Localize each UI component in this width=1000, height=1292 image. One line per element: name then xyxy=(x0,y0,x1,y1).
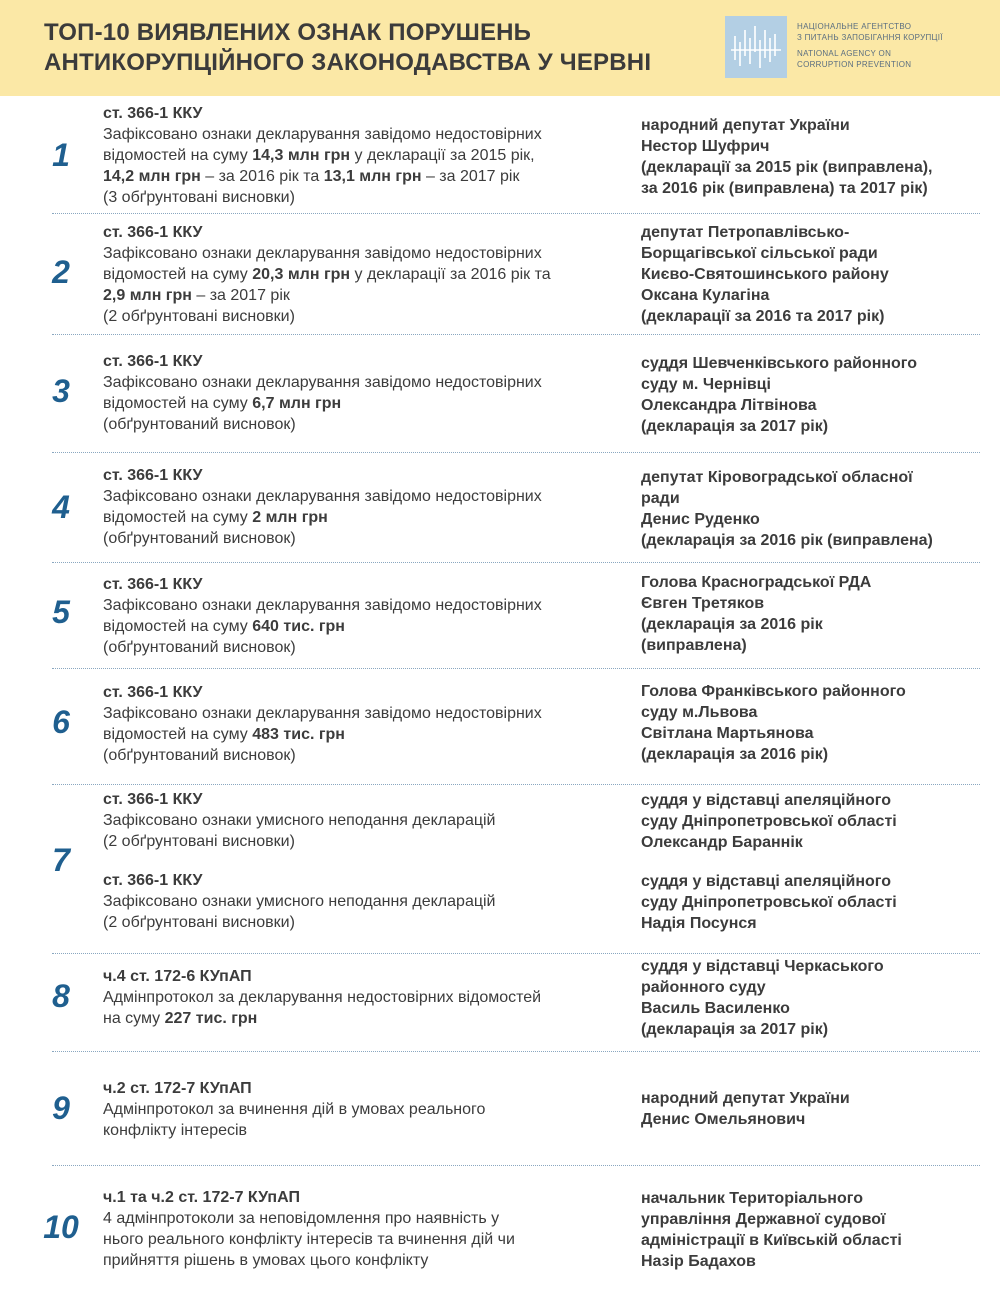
description-text: нього реального конфлікту інтересів та вчинення дій чи xyxy=(103,1231,515,1248)
row-divider xyxy=(52,1051,980,1052)
description-text: відомостей на суму xyxy=(103,618,253,635)
violation-description xyxy=(103,1187,633,1271)
official-line: (декларації за 2015 рік (виправлена), xyxy=(641,159,933,176)
row-divider xyxy=(52,953,980,954)
description-line xyxy=(103,507,633,528)
description-text: прийняття рішень в умовах цього конфлікту xyxy=(103,1252,429,1269)
description-line xyxy=(103,703,633,724)
official-line: управління Державної судової xyxy=(641,1211,886,1228)
official-line: (декларація за 2016 рік xyxy=(641,616,823,633)
description-text: відомостей на суму xyxy=(103,509,253,526)
description-text: конфлікту інтересів xyxy=(103,1122,248,1139)
description-text: (2 обґрунтовані висновки) xyxy=(103,308,295,325)
description-text: (2 обґрунтовані висновки) xyxy=(103,833,295,850)
description-line xyxy=(103,285,633,306)
violation-description xyxy=(103,870,633,933)
official-line: Нестор Шуфрич xyxy=(641,138,770,155)
description-line xyxy=(103,724,633,745)
description-line xyxy=(103,987,633,1008)
description-text: Зафіксовано ознаки умисного неподання декларацій xyxy=(103,812,496,829)
description-text: – за 2017 рік xyxy=(421,168,520,185)
amount-highlight: 14,2 млн грн xyxy=(103,168,201,185)
description-line xyxy=(103,528,633,549)
official-line: (декларація за 2016 рік) xyxy=(641,746,829,763)
description-text: – за 2017 рік xyxy=(191,287,290,304)
official-line: суду Дніпропетровської області xyxy=(641,894,897,911)
description-line xyxy=(103,595,633,616)
official-line: суддя Шевченківського районного xyxy=(641,355,918,372)
official-info xyxy=(641,871,981,934)
official-line: народний депутат України xyxy=(641,117,850,134)
description-text: (обґрунтований висновок) xyxy=(103,530,296,547)
title-line-1: ТОП-10 ВИЯВЛЕНИХ ОЗНАК ПОРУШЕНЬ xyxy=(44,19,532,46)
official-line: начальник Територіального xyxy=(641,1190,863,1207)
row-number: 1 xyxy=(52,137,70,173)
description-line xyxy=(103,891,633,912)
official-line: депутат Кіровоградської обласної xyxy=(641,469,913,486)
description-line xyxy=(103,831,633,852)
row-divider xyxy=(52,784,980,785)
description-line xyxy=(103,145,633,166)
description-text: у декларації за 2015 рік, xyxy=(350,147,535,164)
row-number: 10 xyxy=(43,1209,79,1245)
official-line: Олександра Літвінова xyxy=(641,397,817,414)
description-line xyxy=(103,264,633,285)
description-line xyxy=(103,912,633,933)
official-line: суду Дніпропетровської області xyxy=(641,813,897,830)
row-number: 2 xyxy=(52,254,70,290)
description-text: відомостей на суму xyxy=(103,147,253,164)
official-line: (декларації за 2016 та 2017 рік) xyxy=(641,308,885,325)
official-line: суддя у відставці апеляційного xyxy=(641,792,891,809)
official-info xyxy=(641,1188,981,1272)
row-divider xyxy=(52,562,980,563)
official-info xyxy=(641,353,981,437)
description-line xyxy=(103,306,633,327)
amount-highlight: 14,3 млн грн xyxy=(252,147,351,164)
official-info xyxy=(641,956,981,1040)
official-line: Василь Василенко xyxy=(641,1000,790,1017)
page-title xyxy=(44,18,651,78)
article-reference: ст. 366-1 ККУ xyxy=(103,576,203,593)
official-line: ради xyxy=(641,490,680,507)
official-line: (декларація за 2017 рік) xyxy=(641,418,829,435)
description-line xyxy=(103,1250,633,1271)
article-reference: ст. 366-1 ККУ xyxy=(103,872,203,889)
header-banner xyxy=(0,0,1000,96)
description-line xyxy=(103,1120,633,1141)
official-line: районного суду xyxy=(641,979,766,996)
article-reference: ч.2 ст. 172-7 КУпАП xyxy=(103,1080,252,1097)
description-line xyxy=(103,1099,633,1120)
amount-highlight: 640 тис. грн xyxy=(252,618,345,635)
official-info xyxy=(641,1088,981,1130)
row-number: 6 xyxy=(52,704,70,740)
violation-description xyxy=(103,103,633,208)
title-line-2: АНТИКОРУПЦІЙНОГО ЗАКОНОДАВСТВА У ЧЕРВНІ xyxy=(44,49,652,76)
description-text: на суму xyxy=(103,1010,165,1027)
official-line: (декларація за 2017 рік) xyxy=(641,1021,829,1038)
amount-highlight: 2,9 млн грн xyxy=(103,287,192,304)
row-divider xyxy=(52,213,980,214)
description-text: Зафіксовано ознаки декларування завідомо недостовірних xyxy=(103,245,542,262)
nazk-logo-icon xyxy=(725,16,787,78)
description-text: Зафіксовано ознаки декларування завідомо недостовірних xyxy=(103,374,542,391)
description-line xyxy=(103,393,633,414)
description-text: Зафіксовано ознаки декларування завідомо недостовірних xyxy=(103,597,542,614)
amount-highlight: 6,7 млн грн xyxy=(252,395,342,412)
violation-description xyxy=(103,465,633,549)
official-line: суду м.Львова xyxy=(641,704,758,721)
violation-description xyxy=(103,966,633,1029)
violation-description xyxy=(103,574,633,658)
description-text: (2 обґрунтовані висновки) xyxy=(103,914,295,931)
agency-name xyxy=(797,22,943,70)
article-reference: ст. 366-1 ККУ xyxy=(103,791,203,808)
description-line xyxy=(103,166,633,187)
description-line xyxy=(103,243,633,264)
row-divider xyxy=(52,1165,980,1166)
official-line: (виправлена) xyxy=(641,637,747,654)
description-text: (обґрунтований висновок) xyxy=(103,747,296,764)
official-info xyxy=(641,681,981,765)
official-line: (декларація за 2016 рік (виправлена) xyxy=(641,532,933,549)
official-info xyxy=(641,467,981,551)
description-text: (обґрунтований висновок) xyxy=(103,416,296,433)
description-line xyxy=(103,745,633,766)
description-line xyxy=(103,372,633,393)
agency-name-en-1: NATIONAL AGENCY ON xyxy=(797,49,892,58)
description-text: відомостей на суму xyxy=(103,266,253,283)
official-line: Голова Франківського районного xyxy=(641,683,906,700)
description-text: – за 2016 рік та xyxy=(200,168,324,185)
violation-description xyxy=(103,222,633,327)
official-line: народний депутат України xyxy=(641,1090,850,1107)
description-text: у декларації за 2016 рік та xyxy=(350,266,551,283)
official-line: Євген Третяков xyxy=(641,595,765,612)
row-number: 4 xyxy=(52,489,70,525)
description-line xyxy=(103,414,633,435)
article-reference: ст. 366-1 ККУ xyxy=(103,224,203,241)
description-text: відомостей на суму xyxy=(103,726,253,743)
agency-name-ua-2: З ПИТАНЬ ЗАПОБІГАННЯ КОРУПЦІЇ xyxy=(797,32,943,42)
amount-highlight: 227 тис. грн xyxy=(164,1010,258,1027)
description-line xyxy=(103,1008,633,1029)
official-line: суддя у відставці апеляційного xyxy=(641,873,891,890)
description-line xyxy=(103,810,633,831)
description-text: (3 обґрунтовані висновки) xyxy=(103,189,295,206)
official-line: Олександр Бараннік xyxy=(641,834,803,851)
description-line xyxy=(103,637,633,658)
official-line: Денис Омельянович xyxy=(641,1111,806,1128)
amount-highlight: 483 тис. грн xyxy=(252,726,345,743)
row-divider xyxy=(52,668,980,669)
agency-name-ua-1: НАЦІОНАЛЬНЕ АГЕНТСТВО xyxy=(797,22,912,31)
row-number: 9 xyxy=(52,1090,70,1126)
official-line: Світлана Мартьянова xyxy=(641,725,814,742)
official-line: Києво-Святошинського району xyxy=(641,266,889,283)
row-number: 5 xyxy=(52,594,70,630)
description-text: Адмінпротокол за вчинення дій в умовах реального xyxy=(103,1101,486,1118)
row-divider xyxy=(52,452,980,453)
row-number: 7 xyxy=(52,842,70,878)
official-info xyxy=(641,572,981,656)
violation-description xyxy=(103,351,633,435)
description-line xyxy=(103,124,633,145)
description-text: відомостей на суму xyxy=(103,395,253,412)
amount-highlight: 20,3 млн грн xyxy=(252,266,351,283)
article-reference: ст. 366-1 ККУ xyxy=(103,684,203,701)
description-text: Адмінпротокол за декларування недостовірних відомостей xyxy=(103,989,542,1006)
official-line: Назір Бадахов xyxy=(641,1253,756,1270)
article-reference: ст. 366-1 ККУ xyxy=(103,353,203,370)
official-line: Надія Посунся xyxy=(641,915,757,932)
official-line: Денис Руденко xyxy=(641,511,760,528)
official-line: Оксана Кулагіна xyxy=(641,287,770,304)
official-line: суддя у відставці Черкаського xyxy=(641,958,884,975)
description-text: Зафіксовано ознаки декларування завідомо недостовірних xyxy=(103,488,542,505)
amount-highlight: 2 млн грн xyxy=(252,509,328,526)
article-reference: ч.1 та ч.2 ст. 172-7 КУпАП xyxy=(103,1189,300,1206)
official-line: депутат Петропавлівсько- xyxy=(641,224,850,241)
official-info xyxy=(641,115,981,199)
description-line xyxy=(103,486,633,507)
agency-name-en-2: CORRUPTION PREVENTION xyxy=(797,59,912,69)
article-reference: ст. 366-1 ККУ xyxy=(103,467,203,484)
description-line xyxy=(103,1208,633,1229)
description-text: Зафіксовано ознаки декларування завідомо недостовірних xyxy=(103,705,542,722)
amount-highlight: 13,1 млн грн xyxy=(323,168,422,185)
description-line xyxy=(103,1229,633,1250)
official-line: суду м. Чернівці xyxy=(641,376,771,393)
description-line xyxy=(103,187,633,208)
official-line: адміністрації в Київській області xyxy=(641,1232,902,1249)
description-text: Зафіксовано ознаки умисного неподання декларацій xyxy=(103,893,496,910)
article-reference: ст. 366-1 ККУ xyxy=(103,105,203,122)
article-reference: ч.4 ст. 172-6 КУпАП xyxy=(103,968,252,985)
official-line: Голова Красноградської РДА xyxy=(641,574,872,591)
row-number: 8 xyxy=(52,978,70,1014)
description-text: (обґрунтований висновок) xyxy=(103,639,296,656)
official-info xyxy=(641,790,981,853)
violation-description xyxy=(103,789,633,852)
description-text: Зафіксовано ознаки декларування завідомо недостовірних xyxy=(103,126,542,143)
row-divider xyxy=(52,334,980,335)
row-number: 3 xyxy=(52,373,70,409)
violation-description xyxy=(103,682,633,766)
official-line: Борщагівської сільської ради xyxy=(641,245,878,262)
violation-description xyxy=(103,1078,633,1141)
description-line xyxy=(103,616,633,637)
description-text: 4 адмінпротоколи за неповідомлення про наявність у xyxy=(103,1210,500,1227)
official-info xyxy=(641,222,981,327)
official-line: за 2016 рік (виправлена) та 2017 рік) xyxy=(641,180,928,197)
